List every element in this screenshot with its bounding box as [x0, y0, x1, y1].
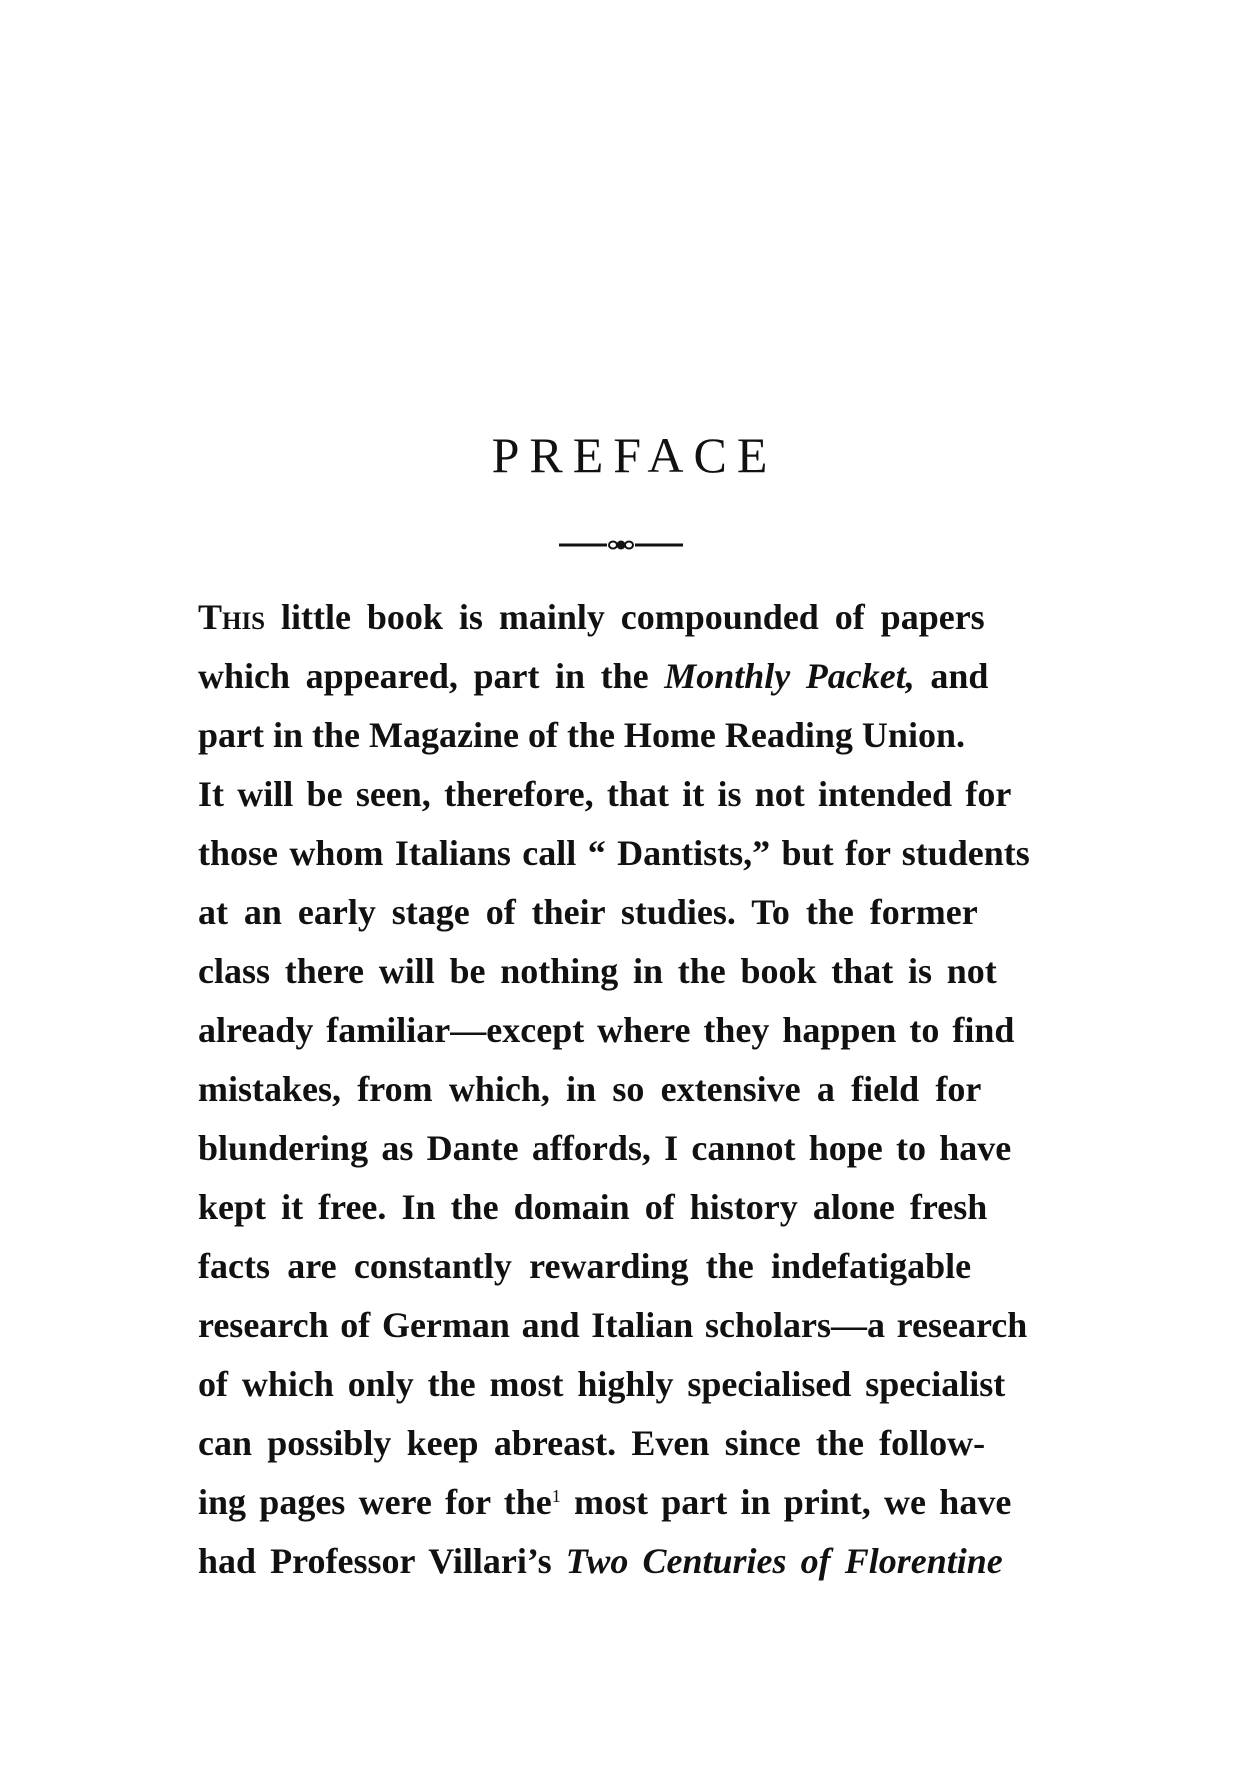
line-8-text: already familiar—except where they happen to find: [198, 1010, 1015, 1050]
text-line-5: [198, 824, 1054, 883]
line-17-text: had Professor Villari’s: [198, 1541, 566, 1581]
text-line-17: [198, 1532, 1054, 1591]
text-line-10: [198, 1119, 1054, 1178]
footnote-marker: 1: [551, 1486, 561, 1506]
line-10-text: blundering as Dante affords, I cannot hope to have: [198, 1128, 1012, 1168]
text-line-1: [198, 588, 1054, 647]
preface-body: [198, 588, 1054, 1591]
line-14-text: of which only the most highly specialised specialist: [198, 1364, 1006, 1404]
line-7-text: class there will be nothing in the book that is not: [198, 951, 997, 991]
line-9-text: mistakes, from which, in so extensive a field for: [198, 1069, 982, 1109]
line-2-text-end: and: [914, 656, 989, 696]
line-2-text: which appeared, part in the: [198, 656, 665, 696]
line-6-text: at an early stage of their studies. To the former: [198, 892, 978, 932]
line-16-text: ing pages were for the: [198, 1482, 552, 1522]
text-line-2: [198, 647, 1054, 706]
text-line-9: [198, 1060, 1054, 1119]
text-line-13: [198, 1296, 1054, 1355]
text-line-7: [198, 942, 1054, 1001]
text-line-11: [198, 1178, 1054, 1237]
book-title: Two Centuries of Florentine: [565, 1541, 1003, 1581]
page-title: PREFACE: [491, 427, 778, 483]
line-5-text: those whom Italians call “ Dantists,” but for students: [198, 833, 1030, 873]
text-line-6: [198, 883, 1054, 942]
magazine-title: Monthly Packet,: [664, 656, 915, 696]
line-11-text: kept it free. In the domain of history alone fresh: [198, 1187, 988, 1227]
line-3-text: part in the Magazine of the Home Reading Union.: [198, 715, 965, 755]
text-line-12: [198, 1237, 1054, 1296]
text-line-14: [198, 1355, 1054, 1414]
opening-word: This: [198, 597, 266, 637]
line-12-text: facts are constantly rewarding the indefatigable: [198, 1246, 972, 1286]
text-line-3: [198, 706, 1054, 765]
line-4-text: It will be seen, therefore, that it is not intended for: [198, 774, 1012, 814]
text-line-4: [198, 765, 1054, 824]
line-1-text: little book is mainly compounded of papers: [265, 597, 985, 637]
line-16-text-end: most part in print, we have: [560, 1482, 1012, 1522]
text-line-8: [198, 1001, 1054, 1060]
ornament-divider-icon: [559, 538, 683, 552]
text-line-15: [198, 1414, 1054, 1473]
line-15-text: can possibly keep abreast. Even since the follow-: [198, 1423, 986, 1463]
text-line-16: [198, 1473, 1054, 1532]
line-13-text: research of German and Italian scholars—a research: [198, 1305, 1028, 1345]
